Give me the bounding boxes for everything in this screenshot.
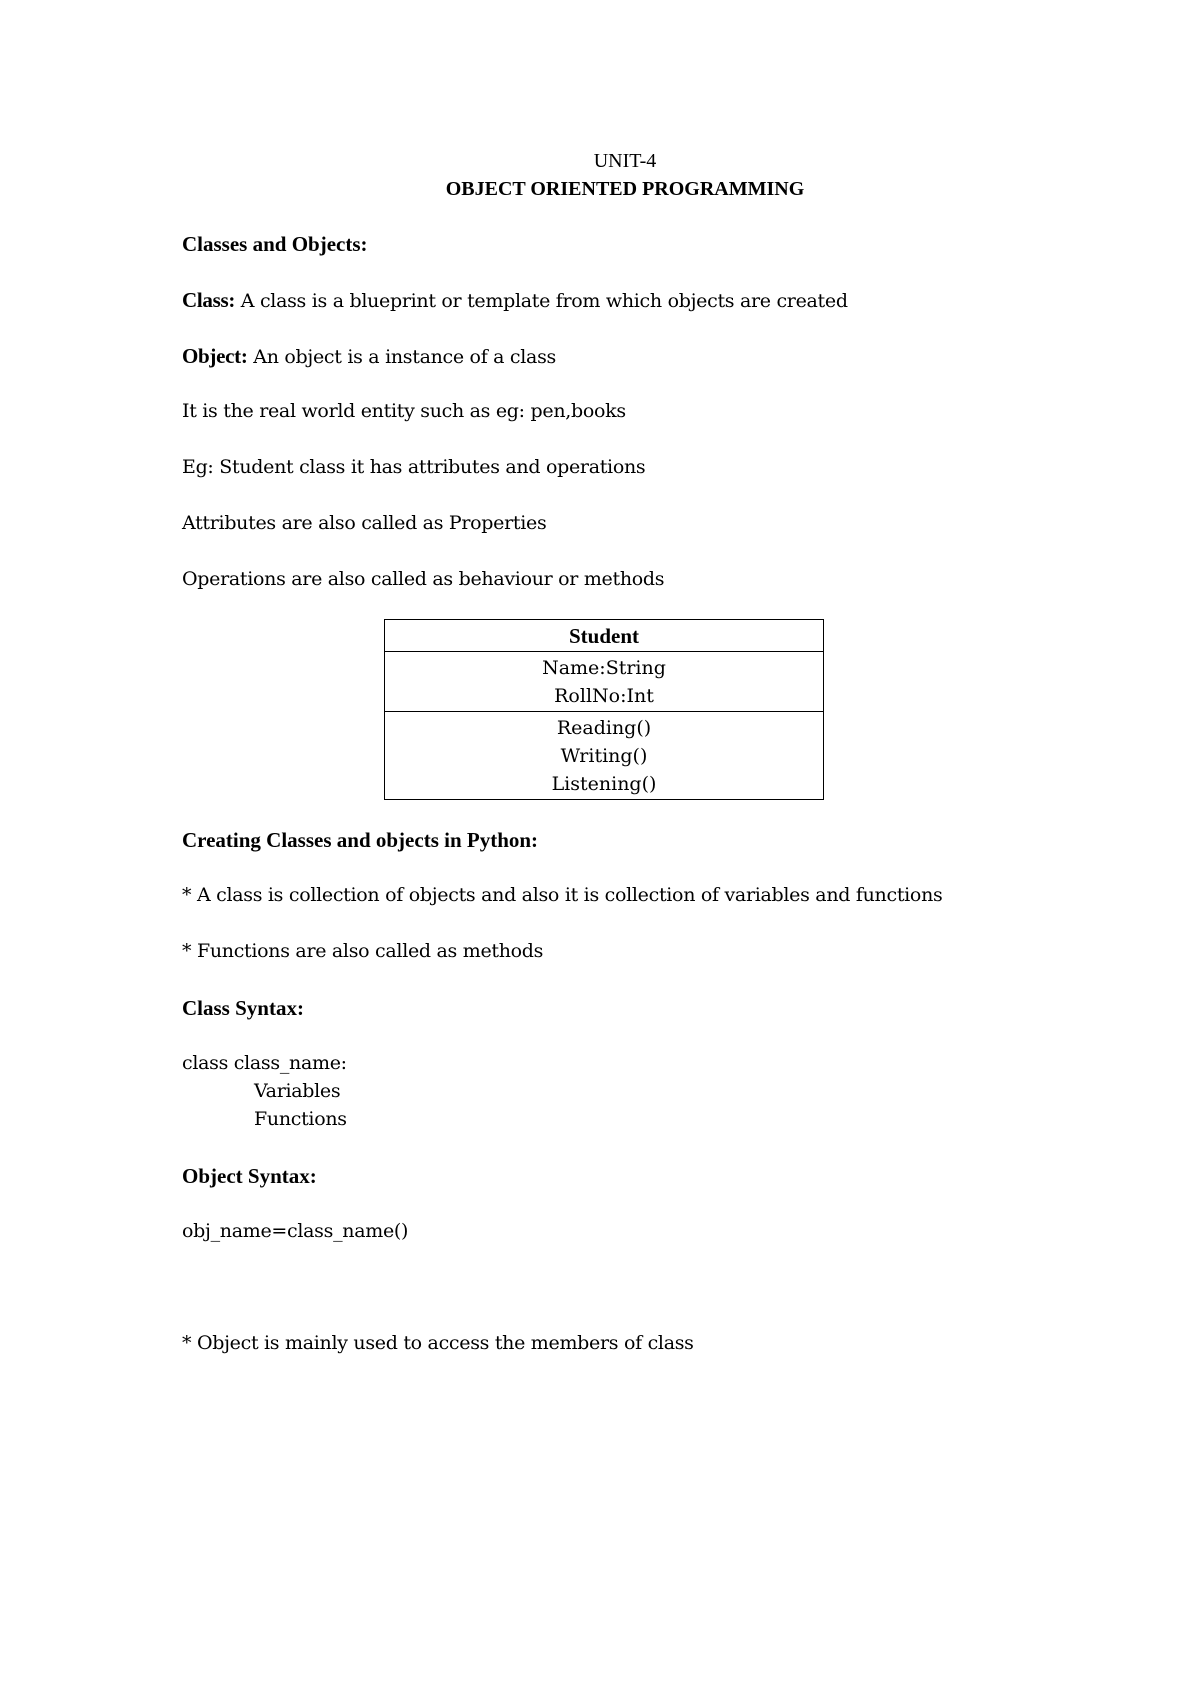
class-text: A class is a blueprint or template from which objects are created bbox=[235, 290, 848, 312]
uml-operation-listening: Listening() bbox=[551, 773, 657, 795]
page-title: OBJECT ORIENTED PROGRAMMING bbox=[445, 178, 805, 200]
uml-operation-reading: Reading() bbox=[556, 717, 652, 739]
uml-operation-writing: Writing() bbox=[560, 745, 648, 767]
class-definition bbox=[182, 288, 848, 313]
class-syntax-line1: class class_name: bbox=[182, 1052, 347, 1074]
real-world-entity-line: It is the real world entity such as eg: pen,books bbox=[182, 400, 626, 422]
class-syntax-heading: Class Syntax: bbox=[182, 996, 304, 1020]
object-syntax-line1: obj_name=class_name() bbox=[182, 1220, 409, 1242]
student-example-line: Eg: Student class it has attributes and operations bbox=[182, 456, 646, 478]
object-text: An object is a instance of a class bbox=[247, 346, 556, 368]
attributes-line: Attributes are also called as Properties bbox=[182, 512, 547, 534]
object-definition bbox=[182, 344, 556, 369]
uml-class-diagram bbox=[384, 619, 824, 800]
class-syntax-variables: Variables bbox=[254, 1080, 341, 1102]
footer-note: * Object is mainly used to access the members of class bbox=[182, 1332, 694, 1354]
uml-attribute-rollno: RollNo:Int bbox=[554, 685, 654, 707]
object-label: Object: bbox=[182, 344, 248, 368]
bullet-functions-methods: * Functions are also called as methods bbox=[182, 940, 544, 962]
object-syntax-heading: Object Syntax: bbox=[182, 1164, 317, 1188]
section-heading-creating-classes: Creating Classes and objects in Python: bbox=[182, 828, 539, 852]
operations-line: Operations are also called as behaviour or methods bbox=[182, 568, 665, 590]
uml-attributes bbox=[385, 651, 823, 711]
uml-class-name: Student bbox=[568, 624, 640, 648]
bullet-class-collection: * A class is collection of objects and also it is collection of variables and functions bbox=[182, 884, 943, 906]
uml-operations bbox=[385, 711, 823, 799]
unit-number: UNIT-4 bbox=[593, 150, 657, 172]
class-syntax-functions: Functions bbox=[254, 1108, 347, 1130]
uml-attribute-name: Name:String bbox=[542, 657, 666, 679]
section-heading-classes-objects: Classes and Objects: bbox=[182, 232, 368, 256]
class-label: Class: bbox=[182, 288, 236, 312]
